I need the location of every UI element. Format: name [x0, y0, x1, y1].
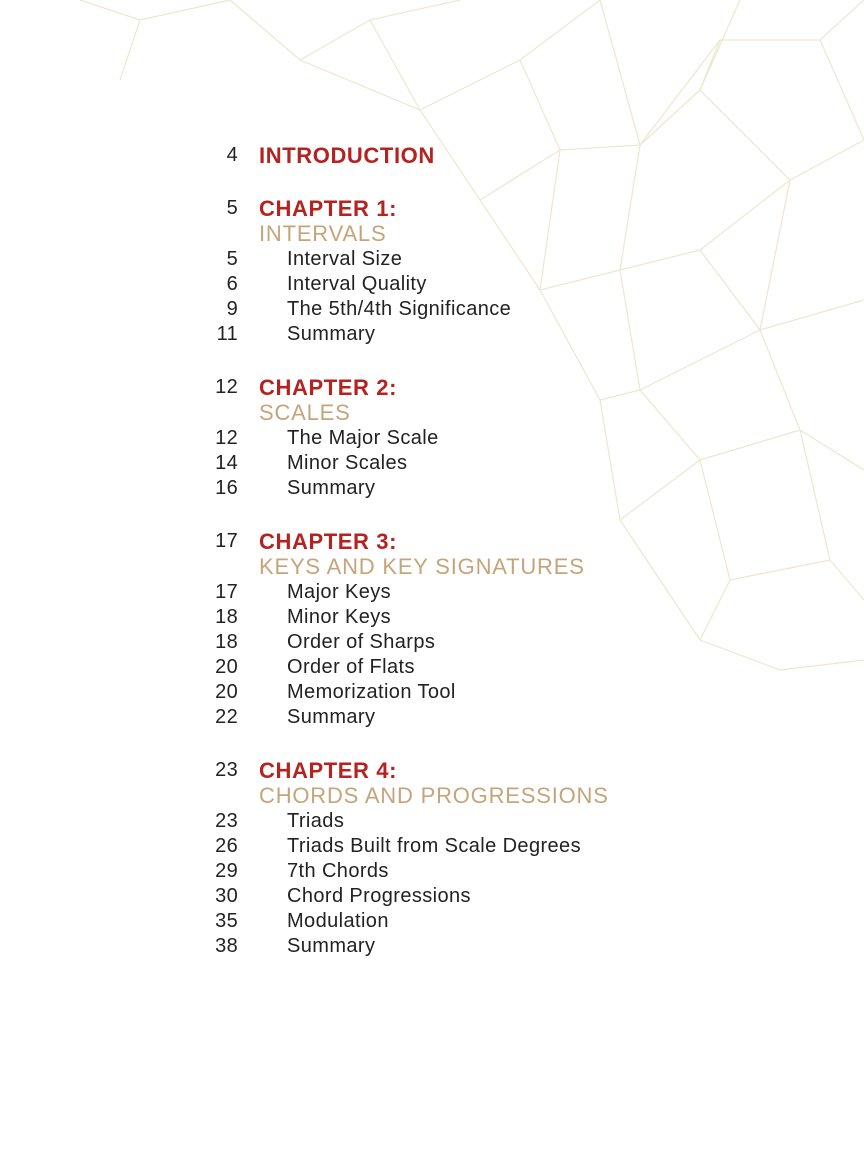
page-number: 26	[215, 835, 238, 857]
toc-chapter-4-title: CHAPTER 4:	[259, 758, 398, 783]
toc-section-entry[interactable]	[0, 272, 864, 297]
toc-section-entry[interactable]	[0, 426, 864, 451]
toc-section-entry[interactable]	[0, 909, 864, 934]
toc-entry-introduction[interactable]	[0, 143, 864, 168]
toc-chapter-1-subtitle-title: INTERVALS	[259, 221, 387, 246]
toc-section-entry-title: Minor Keys	[287, 606, 392, 628]
toc-section-entry-title: Summary	[287, 706, 376, 728]
toc-section-entry[interactable]	[0, 451, 864, 476]
toc-chapter-3-title: CHAPTER 3:	[259, 529, 398, 554]
page-number: 30	[215, 885, 238, 907]
page-number: 5	[226, 197, 238, 219]
toc-section-entry-title: Summary	[287, 477, 376, 499]
toc-section-entry-title: Memorization Tool	[287, 681, 456, 703]
toc-section-entry-title: Chord Progressions	[287, 885, 471, 907]
page-number: 11	[216, 323, 238, 345]
page-number: 20	[215, 656, 238, 678]
toc-chapter-3[interactable]	[0, 529, 864, 554]
page-number: 23	[215, 759, 238, 781]
page-number: 9	[226, 298, 238, 320]
toc-section-entry-title: Order of Sharps	[287, 631, 436, 653]
toc-section-entry-title: Minor Scales	[287, 452, 408, 474]
page-number: 17	[215, 530, 238, 552]
toc-chapter-1-subtitle[interactable]	[0, 221, 864, 246]
toc-section-entry-title: Triads Built from Scale Degrees	[287, 835, 581, 857]
toc-chapter-4-subtitle-title: CHORDS AND PROGRESSIONS	[259, 783, 609, 808]
toc-chapter-1-title: CHAPTER 1:	[259, 196, 398, 221]
toc-section-entry-title: The 5th/4th Significance	[287, 298, 512, 320]
toc-section-entry[interactable]	[0, 884, 864, 909]
toc-section-entry-title: Interval Size	[287, 248, 403, 270]
page-number: 20	[215, 681, 238, 703]
toc-section-entry[interactable]	[0, 476, 864, 501]
page-number: 18	[215, 606, 238, 628]
toc-section-entry-title: Modulation	[287, 910, 389, 932]
toc-section-entry[interactable]	[0, 297, 864, 322]
toc-section-entry[interactable]	[0, 630, 864, 655]
page-number: 12	[215, 376, 238, 398]
toc-section-entry[interactable]	[0, 809, 864, 834]
page-number: 29	[215, 860, 238, 882]
toc-section-entry-title: Interval Quality	[287, 273, 427, 295]
toc-chapter-2[interactable]	[0, 375, 864, 400]
toc-section-entry[interactable]	[0, 580, 864, 605]
toc-chapter-2-title: CHAPTER 2:	[259, 375, 398, 400]
toc-section-entry-title: The Major Scale	[287, 427, 439, 449]
page-number: 12	[215, 427, 238, 449]
page-number: 16	[215, 477, 238, 499]
toc-section-entry[interactable]	[0, 322, 864, 347]
toc-chapter-4[interactable]	[0, 758, 864, 783]
toc-section-entry-title: Order of Flats	[287, 656, 415, 678]
page-number: 22	[215, 706, 238, 728]
page-number: 38	[215, 935, 238, 957]
toc-section-entry[interactable]	[0, 934, 864, 959]
toc-section-entry-title: Major Keys	[287, 581, 392, 603]
page-number: 17	[215, 581, 238, 603]
toc-chapter-2-subtitle[interactable]	[0, 400, 864, 425]
toc-section-entry[interactable]	[0, 680, 864, 705]
toc-section-entry-title: Triads	[287, 810, 345, 832]
toc-section-entry[interactable]	[0, 247, 864, 272]
page-number: 18	[215, 631, 238, 653]
toc-entry-introduction-title: INTRODUCTION	[259, 143, 435, 168]
page-number: 14	[215, 452, 238, 474]
toc-section-entry[interactable]	[0, 705, 864, 730]
toc-chapter-3-subtitle[interactable]	[0, 554, 864, 579]
toc-chapter-1[interactable]	[0, 196, 864, 221]
toc-section-entry[interactable]	[0, 859, 864, 884]
page-number: 5	[226, 248, 238, 270]
toc-section-entry[interactable]	[0, 834, 864, 859]
toc-section-entry-title: 7th Chords	[287, 860, 389, 882]
toc-chapter-3-subtitle-title: KEYS AND KEY SIGNATURES	[259, 554, 585, 579]
page-number: 23	[215, 810, 238, 832]
page-number: 4	[226, 144, 238, 166]
toc-chapter-4-subtitle[interactable]	[0, 783, 864, 808]
page-number: 6	[226, 273, 238, 295]
page-number: 35	[215, 910, 238, 932]
toc-section-entry[interactable]	[0, 655, 864, 680]
toc-section-entry-title: Summary	[287, 323, 376, 345]
toc-section-entry-title: Summary	[287, 935, 376, 957]
toc-section-entry[interactable]	[0, 605, 864, 630]
toc-chapter-2-subtitle-title: SCALES	[259, 400, 351, 425]
